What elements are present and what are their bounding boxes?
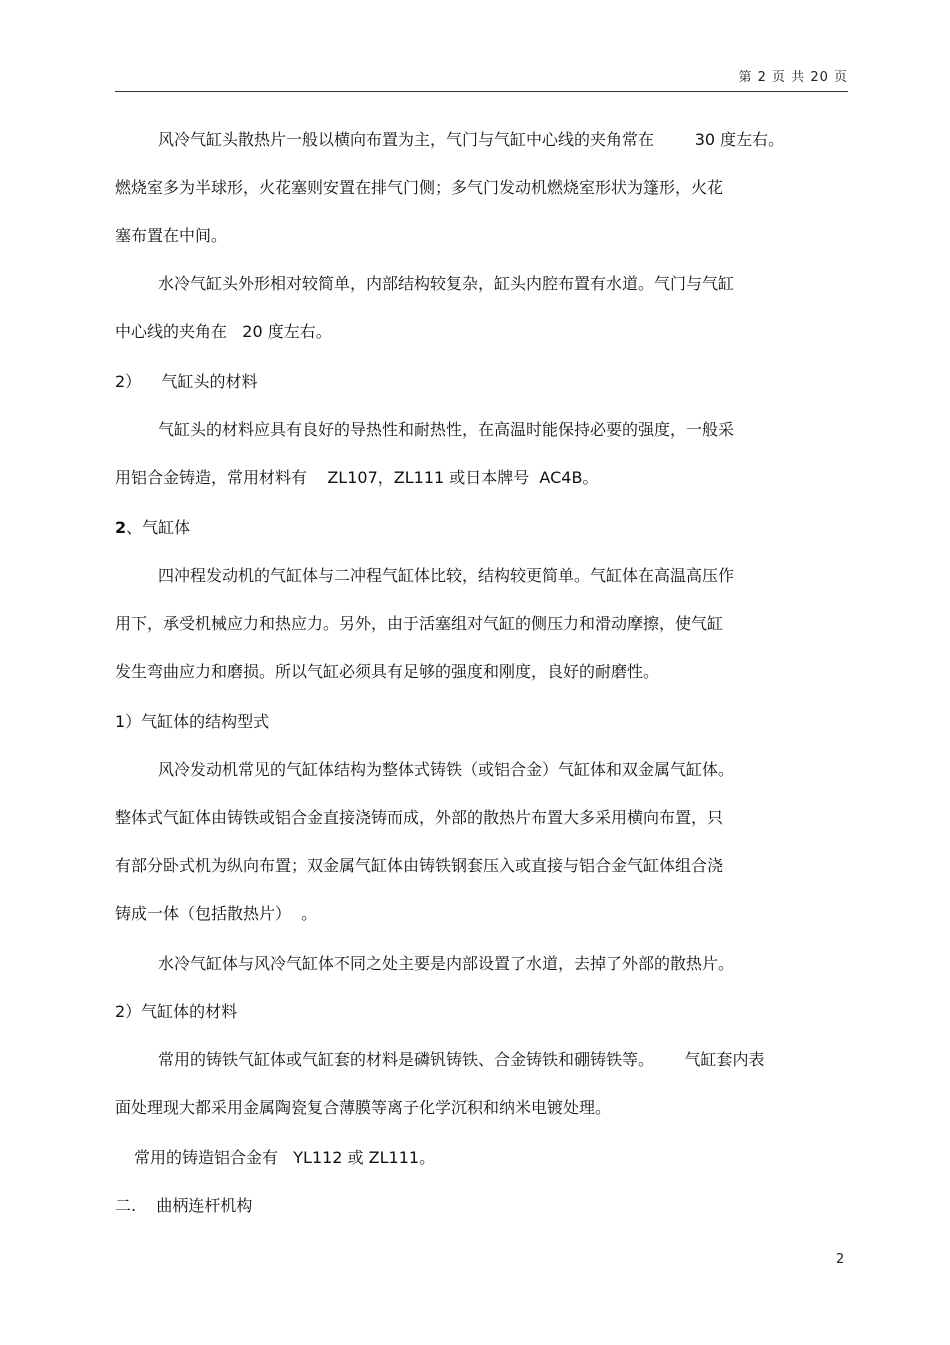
paragraph-line: 燃烧室多为半球形，火花塞则安置在排气门侧；多气门发动机燃烧室形状为篷形，火花 bbox=[115, 178, 724, 197]
paragraph-line: 铸成一体（包括散热片） 。 bbox=[115, 904, 318, 923]
page-header: 第 2 页 共 20 页 bbox=[738, 70, 848, 85]
paragraph-line: 常用的铸铁气缸体或气缸套的材料是磷钒铸铁、合金铸铁和硼铸铁等。 气缸套内表 bbox=[158, 1050, 765, 1069]
paragraph-line: 常用的铸造铝合金有 YL112 或 ZL111。 bbox=[134, 1148, 436, 1167]
paragraph-line: 中心线的夹角在 20 度左右。 bbox=[115, 322, 332, 341]
subsection-heading: 2） 气缸头的材料 bbox=[115, 372, 258, 391]
section-number: 2 bbox=[115, 518, 127, 537]
paragraph-line: 整体式气缸体由铸铁或铝合金直接浇铸而成，外部的散热片布置大多采用横向布置，只 bbox=[115, 808, 724, 827]
subsection-heading: 2）气缸体的材料 bbox=[115, 1002, 238, 1021]
paragraph-line: 风冷气缸头散热片一般以横向布置为主，气门与气缸中心线的夹角常在 30 度左右。 bbox=[158, 130, 785, 149]
section-title: 、气缸体 bbox=[126, 518, 191, 537]
header-divider bbox=[115, 91, 848, 92]
paragraph-line: 用下，承受机械应力和热应力。另外，由于活塞组对气缸的侧压力和滑动摩擦，使气缸 bbox=[115, 614, 724, 633]
paragraph-line: 面处理现大都采用金属陶瓷复合薄膜等离子化学沉积和纳米电镀处理。 bbox=[115, 1098, 612, 1117]
section-heading bbox=[115, 518, 190, 538]
paragraph-line: 水冷气缸体与风冷气缸体不同之处主要是内部设置了水道，去掉了外部的散热片。 bbox=[158, 954, 735, 973]
paragraph-line: 风冷发动机常见的气缸体结构为整体式铸铁（或铝合金）气缸体和双金属气缸体。 bbox=[158, 760, 735, 779]
chapter-heading: 二. 曲柄连杆机构 bbox=[115, 1196, 253, 1215]
paragraph-line: 四冲程发动机的气缸体与二冲程气缸体比较，结构较更简单。气缸体在高温高压作 bbox=[158, 566, 735, 585]
paragraph-line: 塞布置在中间。 bbox=[115, 226, 228, 245]
paragraph-line: 水冷气缸头外形相对较简单，内部结构较复杂，缸头内腔布置有水道。气门与气缸 bbox=[158, 274, 735, 293]
paragraph-line: 气缸头的材料应具有良好的导热性和耐热性，在高温时能保持必要的强度，一般采 bbox=[158, 420, 735, 439]
page-number: 2 bbox=[836, 1252, 845, 1267]
subsection-heading: 1）气缸体的结构型式 bbox=[115, 712, 270, 731]
paragraph-line: 用铝合金铸造，常用材料有 ZL107，ZL111 或日本牌号 AC4B。 bbox=[115, 468, 599, 487]
paragraph-line: 发生弯曲应力和磨损。所以气缸必须具有足够的强度和刚度，良好的耐磨性。 bbox=[115, 662, 660, 681]
paragraph-line: 有部分卧式机为纵向布置；双金属气缸体由铸铁钢套压入或直接与铝合金气缸体组合浇 bbox=[115, 856, 724, 875]
